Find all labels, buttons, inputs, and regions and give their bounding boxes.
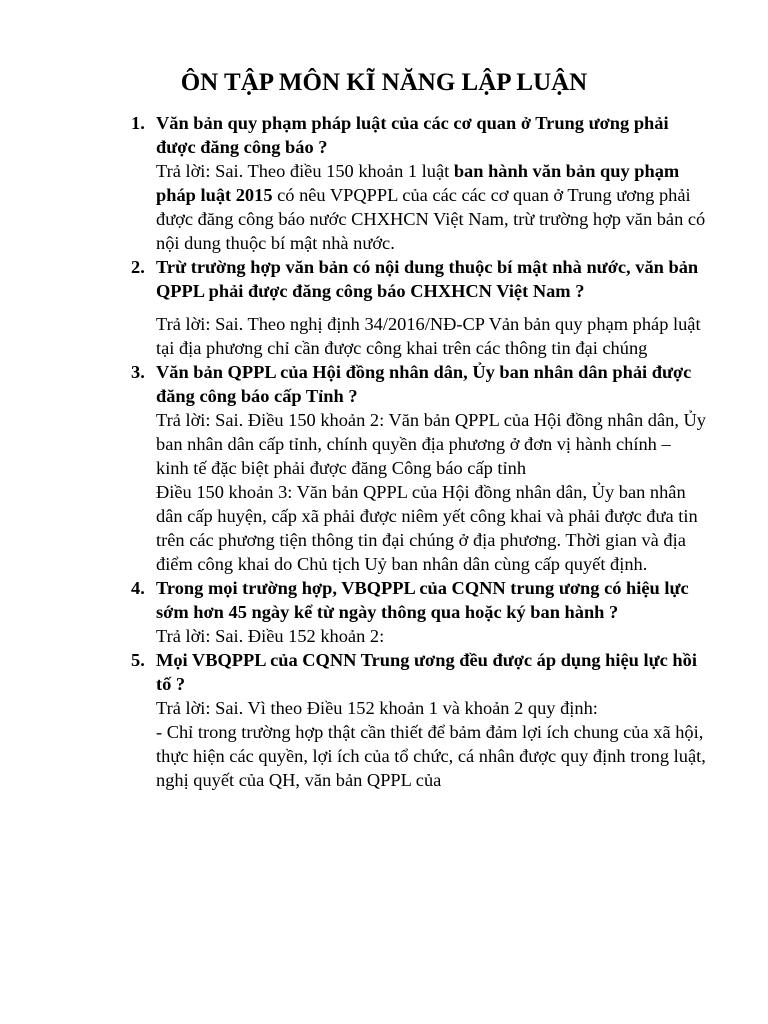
question-text: Mọi VBQPPL của CQNN Trung ương đều được áp dụng hiệu lực hồi tố ? [156, 650, 697, 694]
question-item-3 [131, 360, 706, 576]
answer-law-name: ban hành văn bản quy phạm pháp luật 2015 [156, 161, 680, 205]
question-number: 3. [131, 362, 145, 382]
question-item-4 [131, 576, 706, 648]
question-number: 5. [131, 650, 145, 670]
question-list [131, 111, 706, 792]
question-item-1 [131, 111, 706, 255]
question-item-5 [131, 648, 706, 792]
question-number: 4. [131, 578, 145, 598]
answer-text: Trả lời: Sai. Điều 150 khoản 2: Văn bản QPPL của Hội đồng nhân dân, Ủy ban nhân dân cấp tỉnh, chính quyền địa phương ở đơn vị hành chính – kinh tế đặc biệt phải được đăng Công báo cấp tỉnh [156, 410, 706, 478]
question-item-2 [131, 255, 706, 360]
answer-text-part: có nêu VPQPPL của các các cơ quan ở Trung ương phải được đăng công báo nước CHXHCN Việt Nam, trừ trường hợp văn bản có nội dung thuộc bí mật nhà nước. [156, 185, 706, 253]
answer-text [156, 159, 706, 255]
answer-extra-text: Điều 150 khoản 3: Văn bản QPPL của Hội đồng nhân dân, Ủy ban nhân dân cấp huyện, cấp xã phải được niêm yết công khai và phải được đưa tin trên các phương tiện thông tin đại chúng ở địa phương. Thời gian và địa điểm công khai do Chủ tịch Uỷ ban nhân dân cùng cấp quyết định. [156, 482, 698, 574]
answer-text: Trả lời: Sai. Điều 152 khoản 2: [156, 626, 385, 646]
answer-text: Trả lời: Sai. Theo nghị định 34/2016/NĐ-CP Vản bản quy phạm pháp luật tại địa phương chỉ cần được công khai trên các thông tin đại chúng [156, 314, 701, 358]
question-text: Văn bản QPPL của Hội đồng nhân dân, Ủy ban nhân dân phải được đăng công báo cấp Tỉnh ? [156, 362, 692, 406]
question-text: Văn bản quy phạm pháp luật của các cơ quan ở Trung ương phải được đăng công báo ? [156, 113, 669, 157]
answer-text-part: Trả lời: Sai. Theo điều 150 khoản 1 luật [156, 161, 454, 181]
question-text: Trong mọi trường hợp, VBQPPL của CQNN trung ương có hiệu lực sớm hơn 45 ngày kể từ ngày thông qua hoặc ký ban hành ? [156, 578, 689, 622]
document-title: ÔN TẬP MÔN KĨ NĂNG LẬP LUẬN [180, 69, 588, 96]
question-number: 2. [131, 257, 145, 277]
question-number: 1. [131, 113, 145, 133]
answer-extra-text: - Chỉ trong trường hợp thật cần thiết để bảm đảm lợi ích chung của xã hội, thực hiện các quyền, lợi ích của tổ chức, cá nhân được quy định trong luật, nghị quyết của QH, văn bản QPPL của [156, 722, 706, 790]
question-text: Trừ trường hợp văn bản có nội dung thuộc bí mật nhà nước, văn bản QPPL phải được đăng công báo CHXHCN Việt Nam ? [156, 257, 699, 301]
answer-text: Trả lời: Sai. Vì theo Điều 152 khoản 1 và khoản 2 quy định: [156, 698, 598, 718]
